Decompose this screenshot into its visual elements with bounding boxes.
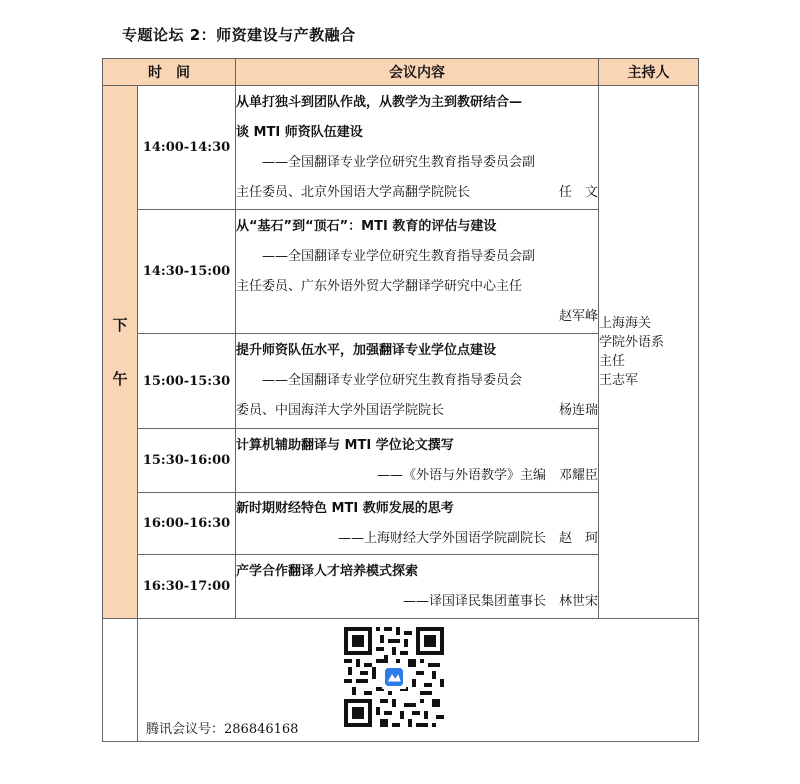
header-host: 主持人 xyxy=(599,59,699,86)
speaker-affiliation: ——《外语与外语教学》主编 xyxy=(376,467,546,483)
talk-title: 新时期财经特色 MTI 教师发展的思考 xyxy=(236,500,454,516)
session-time: 15:30-16:00 xyxy=(138,429,236,493)
period-char: 下 xyxy=(112,316,128,334)
speaker-affiliation: 主任委员、北京外国语大学高翻学院院长 xyxy=(236,184,471,200)
talk-title: 计算机辅助翻译与 MTI 学位论文撰写 xyxy=(236,437,454,453)
session-time: 14:30-15:00 xyxy=(138,210,236,334)
session-time: 15:00-15:30 xyxy=(138,334,236,429)
session-content xyxy=(236,334,599,429)
speaker-affiliation: ——全国翻译专业学位研究生教育指导委员会副 xyxy=(262,248,536,264)
host-line: 上海海关 xyxy=(599,316,652,331)
meeting-id xyxy=(146,718,298,737)
speaker-name: 邓耀臣 xyxy=(558,467,598,483)
header-row xyxy=(103,59,699,86)
speaker-name: 林世宋 xyxy=(558,593,598,609)
footer-spacer xyxy=(103,619,138,742)
speaker-affiliation: 主任委员、广东外语外贸大学翻译学研究中心主任 xyxy=(236,278,523,294)
footer-cell xyxy=(138,619,699,742)
session-content xyxy=(236,555,599,619)
speaker-affiliation: ——全国翻译专业学位研究生教育指导委员会副 xyxy=(262,154,536,170)
header-time: 时 间 xyxy=(103,59,236,86)
speaker-name: 任 文 xyxy=(558,184,598,200)
host-line: 主任 xyxy=(599,354,626,369)
header-content: 会议内容 xyxy=(236,59,599,86)
talk-title: 产学合作翻译人才培养模式探索 xyxy=(236,563,419,579)
talk-title: 从单打独斗到团队作战，从教学为主到教研结合— xyxy=(236,94,523,110)
speaker-affiliation: 委员、中国海洋大学外国语学院院长 xyxy=(236,403,445,418)
speaker-name: 赵军峰 xyxy=(558,308,598,324)
talk-title: 提升师资队伍水平，加强翻译专业学位点建设 xyxy=(236,343,497,358)
session-content xyxy=(236,210,599,334)
session-time: 16:30-17:00 xyxy=(138,555,236,619)
meeting-label: 腾讯会议号： xyxy=(146,722,225,737)
speaker-name: 杨连瑞 xyxy=(558,403,598,418)
host-cell xyxy=(599,86,699,619)
host-line: 学院外语系 xyxy=(599,335,665,350)
meeting-number: 286846168 xyxy=(224,722,299,737)
speaker-name: 赵 珂 xyxy=(558,530,598,546)
period-char: 午 xyxy=(112,370,128,388)
speaker-affiliation: ——译国译民集团董事长 xyxy=(402,593,546,609)
session-content xyxy=(236,86,599,210)
session-content xyxy=(236,429,599,493)
speaker-affiliation: ——全国翻译专业学位研究生教育指导委员会 xyxy=(262,373,523,388)
period-cell xyxy=(103,86,138,619)
speaker-affiliation: ——上海财经大学外国语学院副院长 xyxy=(337,530,546,546)
talk-title: 谈 MTI 师资队伍建设 xyxy=(236,124,363,140)
page-title: 专题论坛 2：师资建设与产教融合 xyxy=(122,26,356,44)
session-content xyxy=(236,493,599,555)
session-time: 16:00-16:30 xyxy=(138,493,236,555)
talk-title: 从“基石”到“顶石”：MTI 教育的评估与建设 xyxy=(236,218,497,234)
host-line: 王志军 xyxy=(599,373,639,388)
schedule-table xyxy=(102,58,699,742)
session-row xyxy=(103,86,699,210)
qr-code-icon[interactable] xyxy=(344,627,444,727)
footer-row xyxy=(103,619,699,742)
session-time: 14:00-14:30 xyxy=(138,86,236,210)
